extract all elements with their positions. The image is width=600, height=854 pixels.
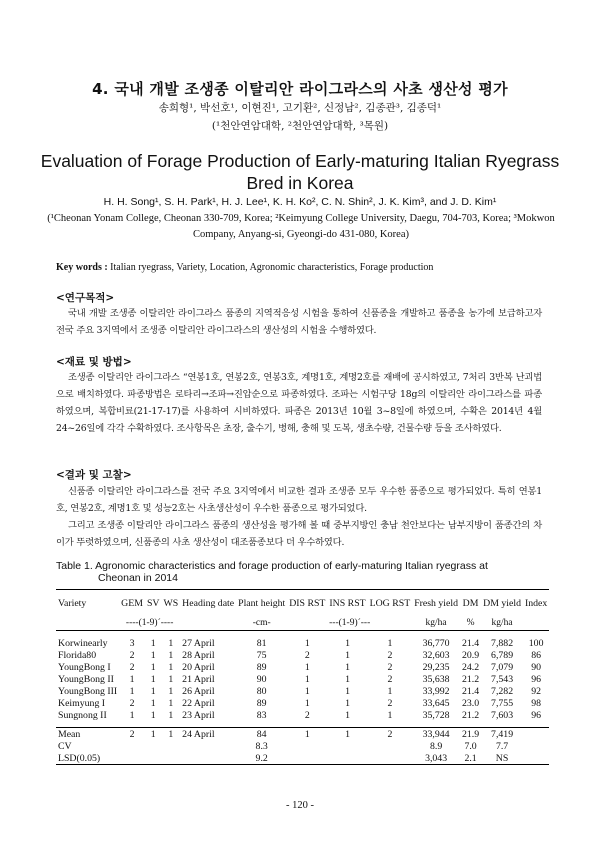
header-dm-yield: DM yield xyxy=(481,590,523,617)
table-cell: 1 xyxy=(145,728,162,741)
table-cell xyxy=(287,752,327,765)
table-cell: 1 xyxy=(150,697,156,709)
table-cell: 6,789 xyxy=(491,649,514,661)
table-cell: 2.1 xyxy=(460,752,481,765)
table-cell: 21.4 xyxy=(462,685,480,697)
table-cell: 1 xyxy=(168,709,174,721)
table-cell xyxy=(327,740,367,752)
table-cell: 1 xyxy=(150,685,156,697)
table-cell: 1 xyxy=(168,685,174,697)
table-cell xyxy=(523,740,549,752)
table-row-label: Mean xyxy=(56,728,119,741)
table-cell: 1 xyxy=(168,649,174,661)
table-cell: 1 xyxy=(304,661,310,673)
korean-authors: 송희형¹, 박선호¹, 이현진¹, 고기환², 신정남², 김종관³, 김종덕¹ xyxy=(158,102,442,114)
header-index: Index xyxy=(523,590,549,617)
results-table xyxy=(56,589,549,765)
table-caption-line2: Cheonan in 2014 xyxy=(98,572,178,584)
table-row-label: Florida80 xyxy=(58,649,97,661)
table-cell xyxy=(180,740,236,752)
table-cell: 1 xyxy=(345,637,350,649)
table-cell xyxy=(287,740,327,752)
table-cell: 35,728 xyxy=(422,709,450,721)
table-cell: NS xyxy=(481,752,523,765)
table-cell: 1 xyxy=(345,685,350,697)
header-plant-height: Plant height xyxy=(236,590,287,617)
table-cell: 36,770 xyxy=(422,637,450,649)
table-cell: 1 xyxy=(304,637,310,649)
section-body-results-2: 그리고 조생종 이탈리안 라이그라스 품종의 생산성을 평가해 볼 때 중부지방인 충남 천안보다는 남부지방이 품종간의 차이가 뚜렷하였으며, 신품종의 사초 생산성이 대조품종보다 더 우수하였다. xyxy=(56,520,542,548)
table-cell: 28 April xyxy=(182,649,215,661)
table-cell: 21.4 xyxy=(462,637,480,649)
keywords xyxy=(56,262,556,273)
table-row xyxy=(56,685,549,697)
english-authors: H. H. Song¹, S. H. Park¹, H. J. Lee¹, K. H. Ko², C. N. Shin², J. K. Kim³, and J. D. Kim¹ xyxy=(103,196,497,208)
table-cell xyxy=(119,740,145,752)
table-cell: 100 xyxy=(528,637,544,649)
table-cell: 1 xyxy=(150,637,156,649)
table-cell: 2 xyxy=(129,697,135,709)
header-ins-rst: INS RST xyxy=(327,590,367,617)
table-row xyxy=(56,661,549,673)
table-cell: 1 xyxy=(345,673,350,685)
table-cell: 2 xyxy=(387,661,393,673)
table-cell: 1 xyxy=(129,673,135,685)
header-dis-rst: DIS RST xyxy=(287,590,327,617)
table-cell: 1 xyxy=(161,728,180,741)
table-cell: 33,992 xyxy=(422,685,450,697)
header-gem: GEM xyxy=(119,590,145,617)
table-cell: 1 xyxy=(168,673,174,685)
table-cell: 33,645 xyxy=(422,697,450,709)
header-fresh-yield: Fresh yield xyxy=(412,590,460,617)
section-heading-results: <결과 및 고찰> xyxy=(56,469,132,481)
table-cell: 2 xyxy=(119,728,145,741)
table-cell: 7.7 xyxy=(495,740,509,752)
table-cell: 35,638 xyxy=(422,673,450,685)
table-cell: 96 xyxy=(531,673,542,685)
table-cell: 7,882 xyxy=(491,637,514,649)
keywords-label: Key words : xyxy=(56,262,108,273)
table-cell: 92 xyxy=(531,685,542,697)
table-row xyxy=(56,709,549,721)
table-cell: 80 xyxy=(256,685,267,697)
unit-dm-yield: kg/ha xyxy=(481,616,523,631)
table-cell: 1 xyxy=(129,709,135,721)
table-cell: 2 xyxy=(304,709,310,721)
table-cell: 1 xyxy=(327,728,367,741)
table-cell: 9.2 xyxy=(236,752,287,765)
table-cell: 7,755 xyxy=(491,697,514,709)
table-cell: 1 xyxy=(345,709,350,721)
section-body-methods: 조생종 이탈리안 라이그라스 “연봉1호, 연봉2호, 연봉3호, 계명1호, 계명2호를 재배에 공시하였고, 7처리 3반복 난괴법으로 배치하였다. 파종방법은 로타리→조파→진압순으로 파종하였다. 조파는 시험구당 18g의 이탈리안 라이그라스를 파종하였으며, 복합비료(21-17-17)를 사용하여 시비하였다. 파종은 2013년 10월 3~8일에 하였으며, 수확은 2014년 4월 24~26일에 각각 수확하였다. 조사항목은 초장, 출수기, 병해, 충해 및 도복, 생초수량, 건물수량 등을 조사하였다. xyxy=(56,372,542,434)
table-row-label: YoungBong III xyxy=(58,685,118,697)
table-caption xyxy=(56,560,546,584)
table-cell: 21 April xyxy=(182,673,215,685)
table-cell: 33,944 xyxy=(412,728,460,741)
table-cell: 1 xyxy=(345,649,350,661)
unit-rst: ---(1-9)´--- xyxy=(287,616,412,631)
table-cell: 32,603 xyxy=(422,649,450,661)
table-cell: 2 xyxy=(387,649,393,661)
header-variety: Variety xyxy=(56,590,119,617)
header-dm: DM xyxy=(460,590,481,617)
table-cell: 98 xyxy=(531,697,542,709)
table-cell: 3 xyxy=(129,637,135,649)
table-cell: 1 xyxy=(129,685,135,697)
table-cell: 1 xyxy=(150,661,156,673)
table-cell: 1 xyxy=(287,728,327,741)
table-cell: 1 xyxy=(150,649,156,661)
table-cell: 90 xyxy=(531,661,542,673)
table-cell: 21.2 xyxy=(462,709,480,721)
section-body-purpose: 국내 개발 조생종 이탈리안 라이그라스 품종의 지역적응성 시험을 통하여 신품종을 개발하고 품종을 농가에 보급하고자 전국 주요 3지역에서 조생종 이탈리안 라이그라스의 생산성의 시험을 수행하였다. xyxy=(56,308,542,336)
table-cell: 24 April xyxy=(180,728,236,741)
table-cell: 1 xyxy=(304,673,310,685)
table-cell: 7,543 xyxy=(491,673,514,685)
header-ws: WS xyxy=(161,590,180,617)
table-cell xyxy=(119,752,145,765)
unit-dm: % xyxy=(460,616,481,631)
table-cell: 83 xyxy=(256,709,267,721)
table-cell: 3,043 xyxy=(412,752,460,765)
table-cell: 90 xyxy=(256,673,267,685)
table-cell: 7,603 xyxy=(491,709,514,721)
table-body xyxy=(56,631,549,765)
table-cell xyxy=(180,752,236,765)
table-cell: 2 xyxy=(387,673,393,685)
table-cell: 2 xyxy=(387,697,393,709)
table-cell xyxy=(368,740,413,752)
table-cell xyxy=(523,752,549,765)
table-cell: 81 xyxy=(256,637,267,649)
table-cell: 8.9 xyxy=(429,740,443,752)
table-cell: 21.9 xyxy=(462,728,480,740)
table-row-label: LSD(0.05) xyxy=(56,752,119,765)
english-affiliations: (¹Cheonan Yonam College, Cheonan 330-709, Korea; ²Keimyung College University, Daegu, 704-703, Korea; ³Mokwon Company, Anyang-si, Gyeongi-do 431-080, Korea) xyxy=(47,213,555,240)
table-cell: 8.3 xyxy=(255,740,268,752)
unit-height: -cm- xyxy=(236,616,287,631)
table-cell: 1 xyxy=(304,697,310,709)
section-heading-methods: <재료 및 방법> xyxy=(56,356,132,368)
table-cell: 1 xyxy=(345,697,350,709)
table-cell: 1 xyxy=(345,661,350,673)
table-cell: 24.2 xyxy=(462,661,480,673)
table-cell: 1 xyxy=(150,709,156,721)
table-cell: 7,079 xyxy=(491,661,514,673)
header-heading-date: Heading date xyxy=(180,590,236,617)
table-cell xyxy=(523,728,549,741)
table-row-label: Sungnong II xyxy=(58,709,107,721)
table-cell: 86 xyxy=(531,649,542,661)
table-cell: 1 xyxy=(387,709,393,721)
table-cell: 27 April xyxy=(182,637,215,649)
table-cell xyxy=(161,740,180,752)
table-cell xyxy=(145,752,162,765)
keywords-text: Italian ryegrass, Variety, Location, Agronomic characteristics, Forage production xyxy=(110,262,434,273)
table-cell: 2 xyxy=(129,661,135,673)
table-cell: 96 xyxy=(531,709,542,721)
table-row-lsd xyxy=(56,752,549,765)
table-row-label: Keimyung I xyxy=(58,697,106,709)
table-cell: 89 xyxy=(256,697,267,709)
table-row-label: YoungBong I xyxy=(58,661,111,673)
table-cell: 26 April xyxy=(182,685,215,697)
korean-affiliations: (¹천안연암대학, ²천안연암대학, ³목원) xyxy=(211,120,389,132)
table-cell: 23.0 xyxy=(462,697,480,709)
section-body-results-1: 신품종 이탈리안 라이그라스를 전국 주요 3지역에서 비교한 결과 조생종 모두 우수한 품종으로 평가되었다. 특히 연봉1호, 연봉2호, 계명1호 및 성능2호는 사초생산성이 우수한 품종으로 평가되었다. xyxy=(56,486,542,514)
table-cell: 1 xyxy=(168,637,174,649)
table-row xyxy=(56,637,549,649)
table-row xyxy=(56,697,549,709)
table-cell: 1 xyxy=(150,673,156,685)
table-cell xyxy=(161,752,180,765)
table-cell: 2 xyxy=(304,649,310,661)
table-cell: 29,235 xyxy=(422,661,450,673)
table-cell: 1 xyxy=(387,685,393,697)
table-cell xyxy=(368,752,413,765)
table-row-cv xyxy=(56,740,549,752)
table-cell: 1 xyxy=(387,637,393,649)
table-cell: 2 xyxy=(368,728,413,741)
table-cell: 89 xyxy=(256,661,267,673)
table-row-label: CV xyxy=(58,740,72,752)
english-title: Evaluation of Forage Production of Early-maturing Italian Ryegrass Bred in Korea xyxy=(40,151,560,193)
table-cell: 7,282 xyxy=(491,685,514,697)
table-cell: 21.2 xyxy=(462,673,480,685)
section-heading-purpose: <연구목적> xyxy=(56,292,115,304)
table-cell: 1 xyxy=(304,685,310,697)
korean-title: 4. 국내 개발 조생종 이탈리안 라이그라스의 사초 생산성 평가 xyxy=(92,80,508,98)
table-row-label: YoungBong II xyxy=(58,673,114,685)
table-cell: 20 April xyxy=(182,661,215,673)
table-row-label: Korwinearly xyxy=(58,637,108,649)
unit-fresh: kg/ha xyxy=(412,616,460,631)
table-cell xyxy=(327,752,367,765)
table-row xyxy=(56,649,549,661)
table-caption-line1: Table 1. Agronomic characteristics and forage production of early-maturing Italian ryegrass at xyxy=(56,560,488,572)
unit-gem-sv-ws: ----(1-9)´---- xyxy=(119,616,180,631)
header-sv: SV xyxy=(145,590,162,617)
page-number: - 120 - xyxy=(286,800,314,811)
table-cell: 2 xyxy=(129,649,135,661)
table-cell: 75 xyxy=(256,649,267,661)
table-cell: 1 xyxy=(168,697,174,709)
table-row-mean xyxy=(56,728,549,741)
table-cell: 20.9 xyxy=(462,649,480,661)
table-cell: 7,419 xyxy=(481,728,523,741)
table-cell xyxy=(145,740,162,752)
table-cell: 23 April xyxy=(182,709,215,721)
table-row xyxy=(56,673,549,685)
table-cell: 84 xyxy=(236,728,287,741)
table-cell: 22 April xyxy=(182,697,215,709)
table-cell: 7.0 xyxy=(464,740,477,752)
header-log-rst: LOG RST xyxy=(368,590,413,617)
table-cell: 1 xyxy=(168,661,174,673)
